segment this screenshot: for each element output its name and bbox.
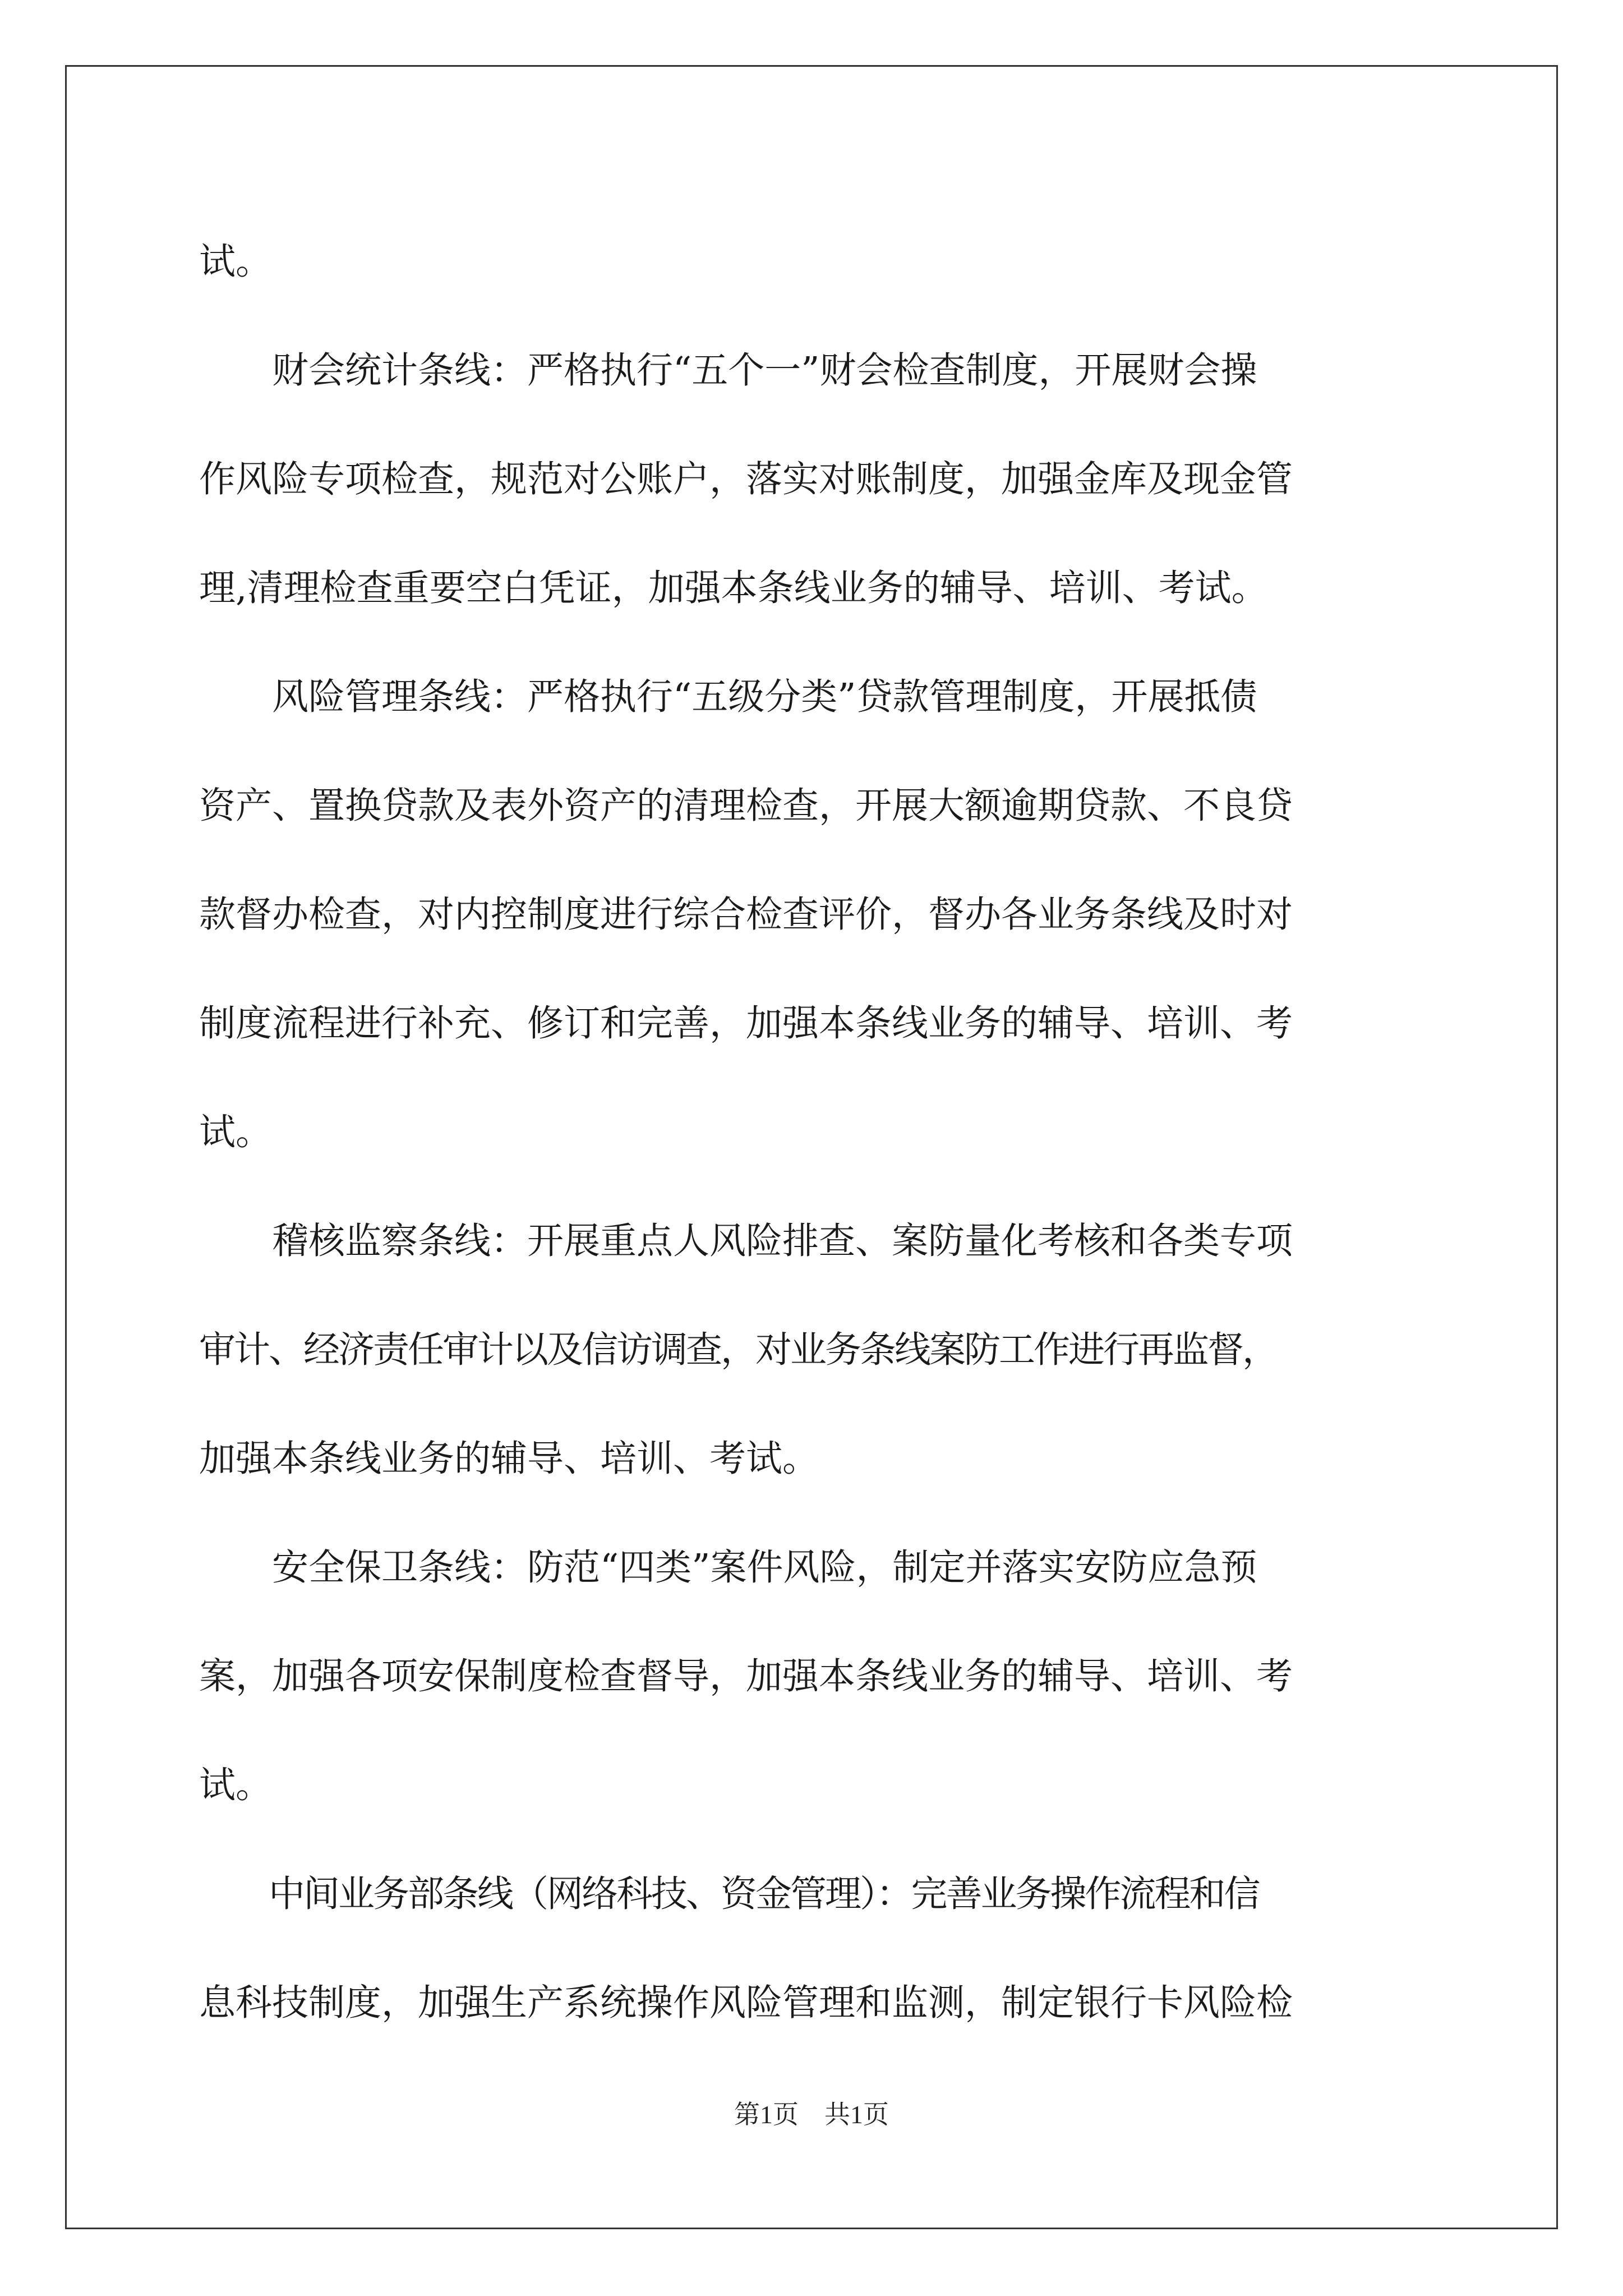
text-line: 试。	[199, 241, 273, 283]
text-line: 款督办检查，对内控制度进行综合检查评价，督办各业务条线及时对	[199, 894, 1293, 936]
text-line: 试。	[199, 1111, 273, 1153]
text-line: 息科技制度，加强生产系统操作风险管理和监测，制定银行卡风险检	[199, 1982, 1293, 2024]
text-line: 资产、置换贷款及表外资产的清理检查，开展大额逾期贷款、不良贷	[199, 785, 1293, 827]
text-line: 稽核监察条线：开展重点人风险排查、案防量化考核和各类专项	[199, 1220, 1293, 1262]
page-number-footer: 第1页 共1页	[734, 2100, 889, 2129]
text-line: 案，加强各项安保制度检查督导，加强本条线业务的辅导、培训、考	[199, 1655, 1293, 1697]
text-line: 理,清理检查重要空白凭证，加强本条线业务的辅导、培训、考试。	[199, 567, 1268, 609]
text-line: 制度流程进行补充、修订和完善，加强本条线业务的辅导、培训、考	[199, 1002, 1293, 1045]
text-line: 安全保卫条线：防范“四类”案件风险，制定并落实安防应急预	[199, 1547, 1257, 1589]
text-line: 中间业务部条线（网络科技、资金管理）：完善业务操作流程和信	[199, 1873, 1259, 1915]
text-line: 作风险专项检查，规范对公账户，落实对账制度，加强金库及现金管	[199, 458, 1293, 500]
text-line: 加强本条线业务的辅导、培训、考试。	[199, 1438, 819, 1480]
text-line: 财会统计条线：严格执行“五个一”财会检查制度，开展财会操	[199, 349, 1257, 392]
text-line: 审计、经济责任审计以及信访调查，对业务条线案防工作进行再监督，	[199, 1329, 1278, 1371]
text-line: 试。	[199, 1764, 273, 1806]
document-body	[199, 208, 1433, 2058]
text-line: 风险管理条线：严格执行“五级分类”贷款管理制度，开展抵债	[199, 676, 1257, 718]
